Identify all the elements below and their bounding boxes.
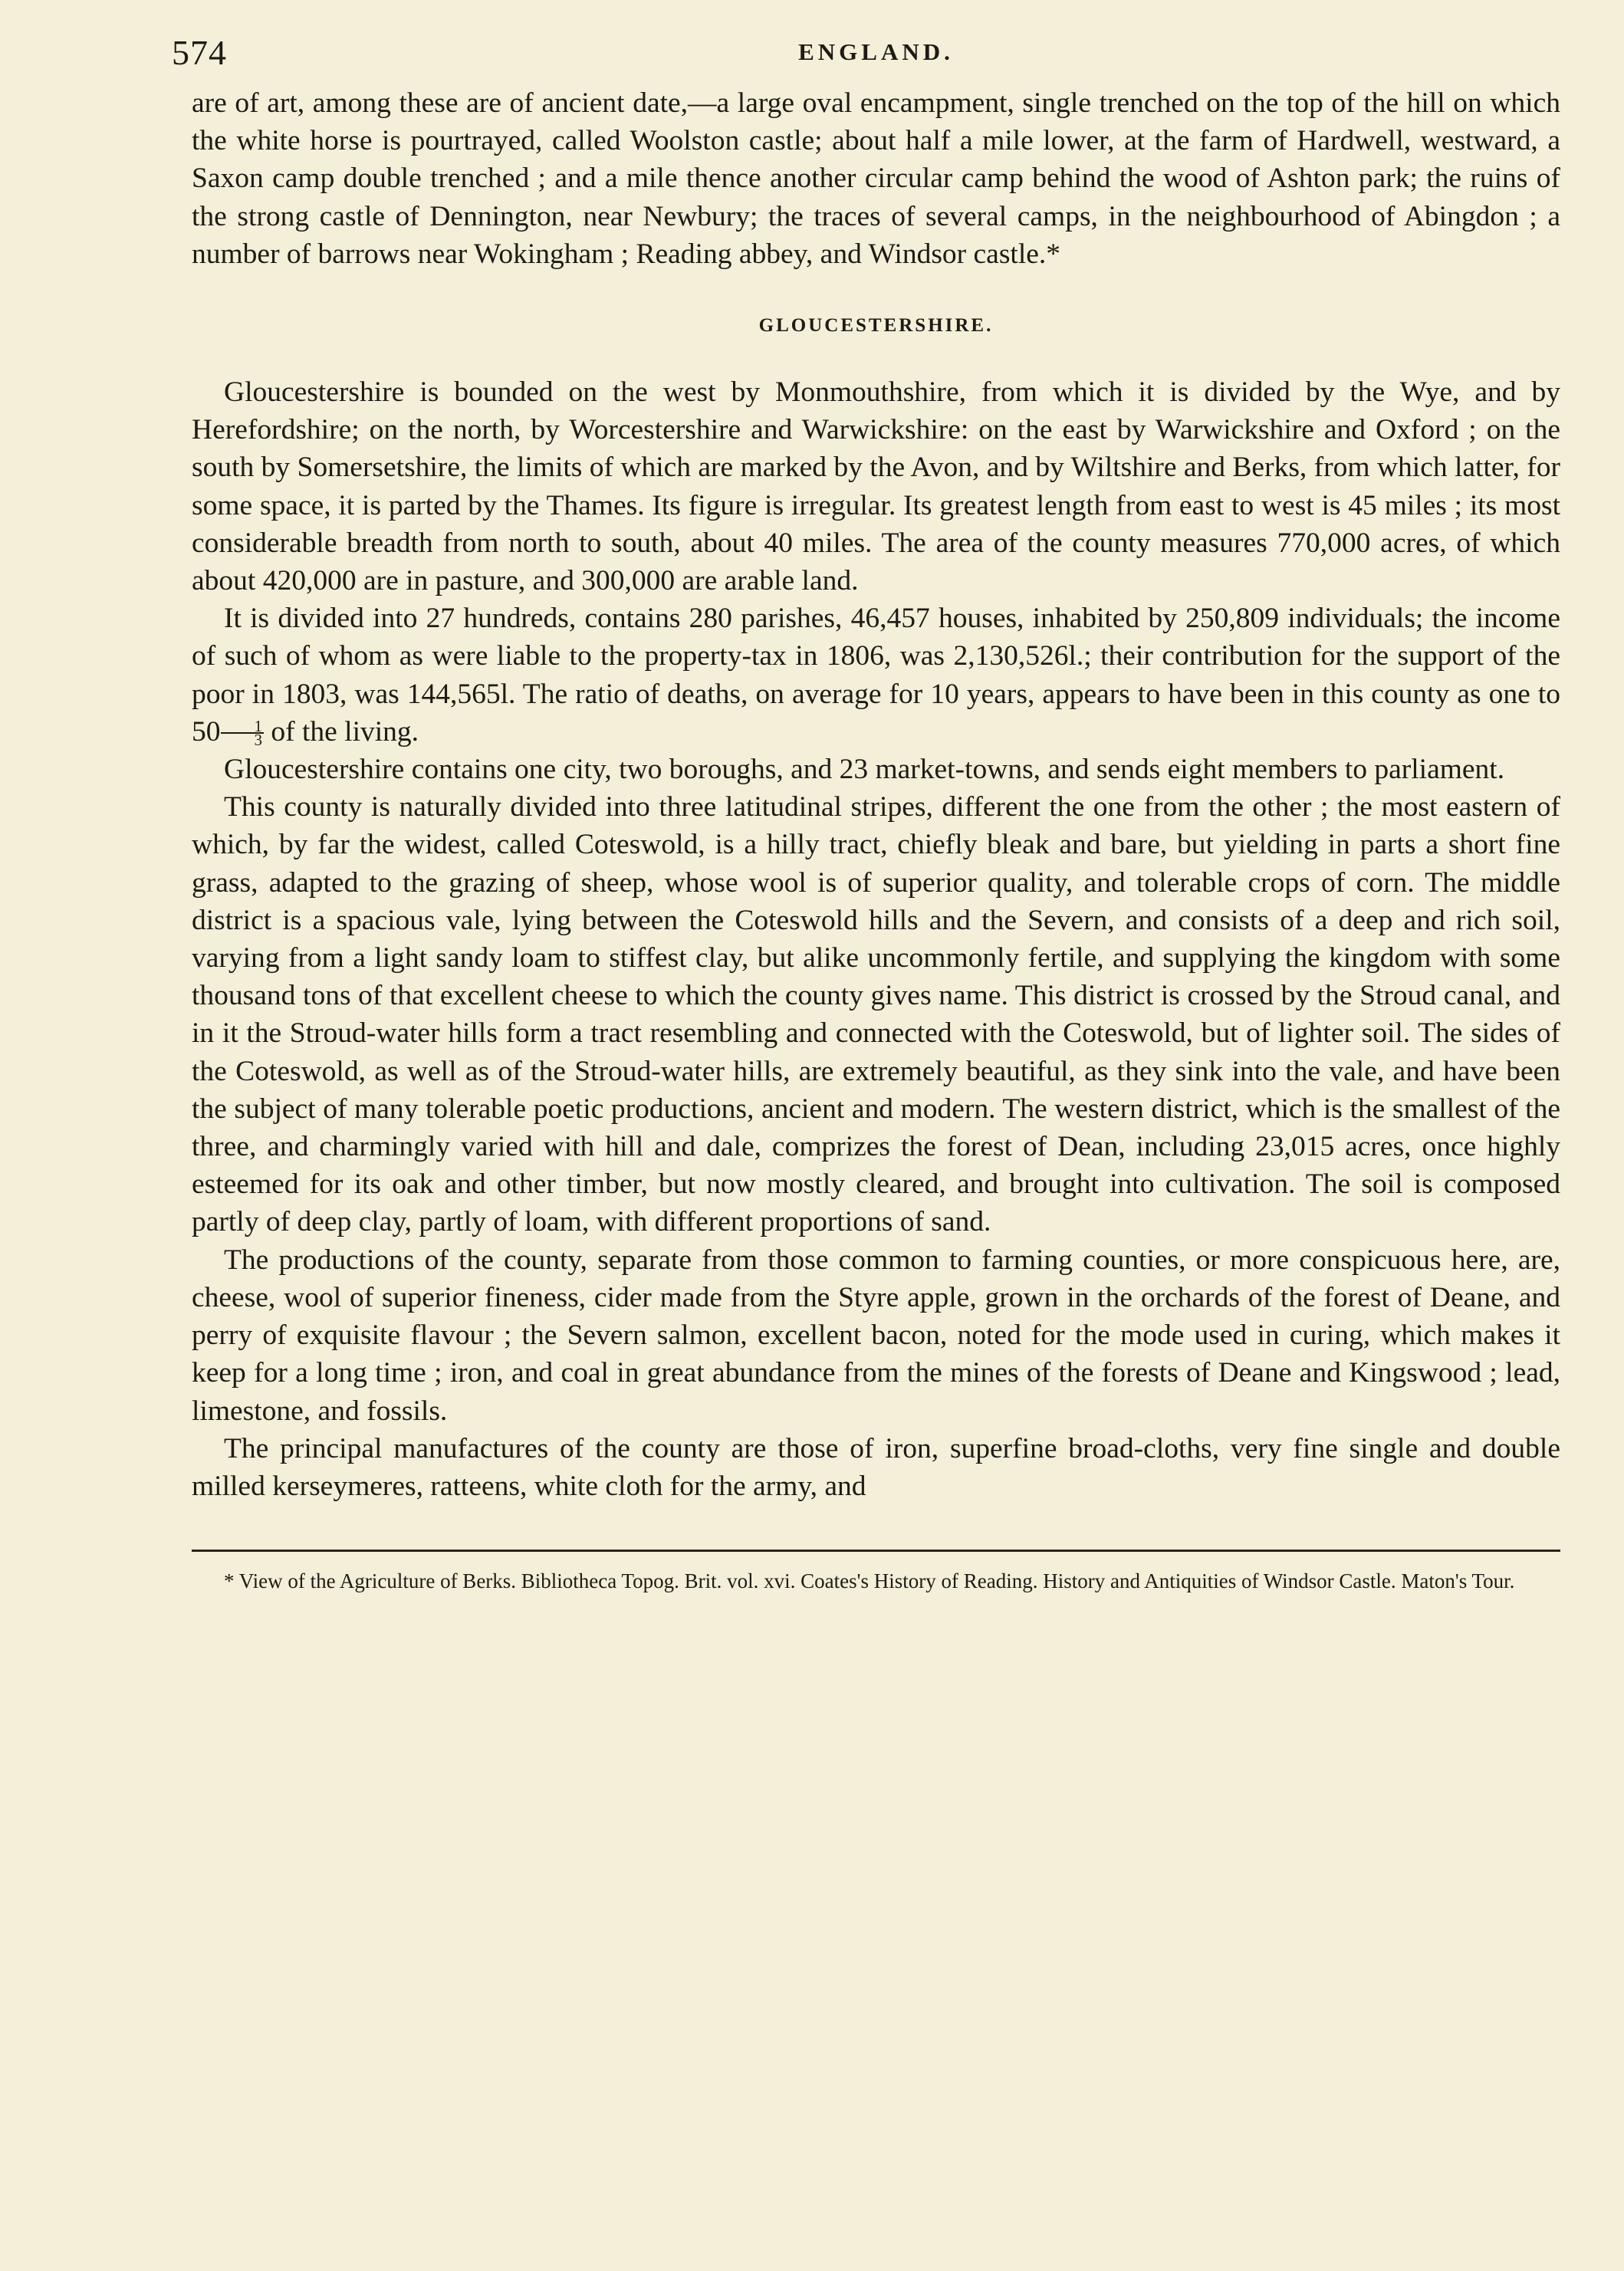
population-text: It is divided into 27 hundreds, contains 280 parishes, 46,457 houses, inhabited by 250,809 individuals; the income of such of whom as were liable to the property-tax in 1806, was 2,130,526l.; their contribution for the support of the poor in 1803, was 144,565l. The ratio of deaths, on average for 10 years, appears to have been in this county as one to 50: [192, 603, 1560, 748]
fraction-numerator: 1: [221, 720, 265, 734]
paragraph-representation: Gloucestershire contains one city, two boroughs, and 23 market-towns, and sends eight members to parliament.: [224, 754, 1505, 786]
page-number: 574: [172, 33, 227, 72]
paragraph-boundaries: Gloucestershire is bounded on the west by Monmouthshire, from which it is divided by the Wye, and by Herefordshire; on the north, by Worcestershire and Warwickshire: on the east by Warwickshire and Oxford ; on the south by Somersetshire, the limits of which are marked by the Avon, and by Wiltshire and Berks, from which latter, for some space, it is parted by the Thames. Its figure is irregular. Its greatest length from east to west is 45 miles ; its most considerable breadth from north to south, about 40 miles. The area of the county measures 770,000 acres, of which about 420,000 are in pasture, and 300,000 are arable land.: [192, 376, 1560, 597]
running-title: ENGLAND.: [798, 38, 954, 65]
paragraph-districts: This county is naturally divided into three latitudinal stripes, different the one from the other ; the most eastern of which, by far the widest, called Coteswold, is a hilly tract, chiefly bleak and bare, but yielding in parts a short fine grass, adapted to the grazing of sheep, whose wool is of superior quality, and tolerable crops of corn. The middle district is a spacious vale, lying between the Coteswold hills and the Severn, and consists of a deep and rich soil, varying from a light sandy loam to stiffest clay, but alike uncommonly fertile, and supplying the kingdom with some thousand tons of that excellent cheese to which the county gives name. This district is crossed by the Stroud canal, and in it the Stroud-water hills form a tract resembling and connected with the Coteswold, but of lighter soil. The sides of the Coteswold, as well as of the Stroud-water hills, are extremely beautiful, as they sink into the vale, and have been the subject of many tolerable poetic productions, ancient and modern. The western district, which is the smallest of the three, and charmingly varied with hill and dale, comprizes the forest of Dean, including 23,015 acres, once highly esteemed for its oak and other timber, but now mostly cleared, and brought into cultivation. The soil is composed partly of deep clay, partly of loam, with different proportions of sand.: [192, 791, 1560, 1238]
section-heading: GLOUCESTERSHIRE.: [758, 315, 994, 337]
fraction-one-third: [221, 716, 265, 749]
paragraph-productions: The productions of the county, separate from those common to farming counties, or more conspicuous here, are, cheese, wool of superior fineness, cider made from the Styre apple, grown in the orchards of the forest of Deane, and perry of exquisite flavour ; the Severn salmon, excellent bacon, noted for the mode used in curing, which makes it keep for a long time ; iron, and coal in great abundance from the mines of the forests of Deane and Kingswood ; lead, limestone, and fossils.: [192, 1244, 1560, 1427]
intro-paragraph: are of art, among these are of ancient date,—a large oval encampment, single trenched on the top of the hill on which the white horse is pourtrayed, called Woolston castle; about half a mile lower, at the farm of Hardwell, westward, a Saxon camp double trenched ; and a mile thence another circular camp behind the wood of Ashton park; the ruins of the strong castle of Dennington, near Newbury; the traces of several camps, in the neighbourhood of Abingdon ; a number of barrows near Wokingham ; Reading abbey, and Windsor castle.*: [192, 87, 1560, 270]
running-head: [172, 31, 1560, 84]
population-text-end: of the living.: [264, 715, 419, 748]
book-page: [172, 31, 1560, 2239]
footnote-divider: [192, 1550, 1560, 1552]
paragraph-population: [192, 600, 1560, 751]
fraction-denominator: 3: [254, 730, 262, 749]
paragraph-manufactures: The principal manufactures of the county are those of iron, superfine broad-cloths, very fine single and double milled kerseymeres, ratteens, white cloth for the army, and: [192, 1432, 1560, 1502]
footnote: * View of the Agriculture of Berks. Bibliotheca Topog. Brit. vol. xvi. Coates's History of Reading. History and Antiquities of Windsor Castle. Maton's Tour.: [224, 1569, 1515, 1593]
body-text: [192, 84, 1560, 1505]
